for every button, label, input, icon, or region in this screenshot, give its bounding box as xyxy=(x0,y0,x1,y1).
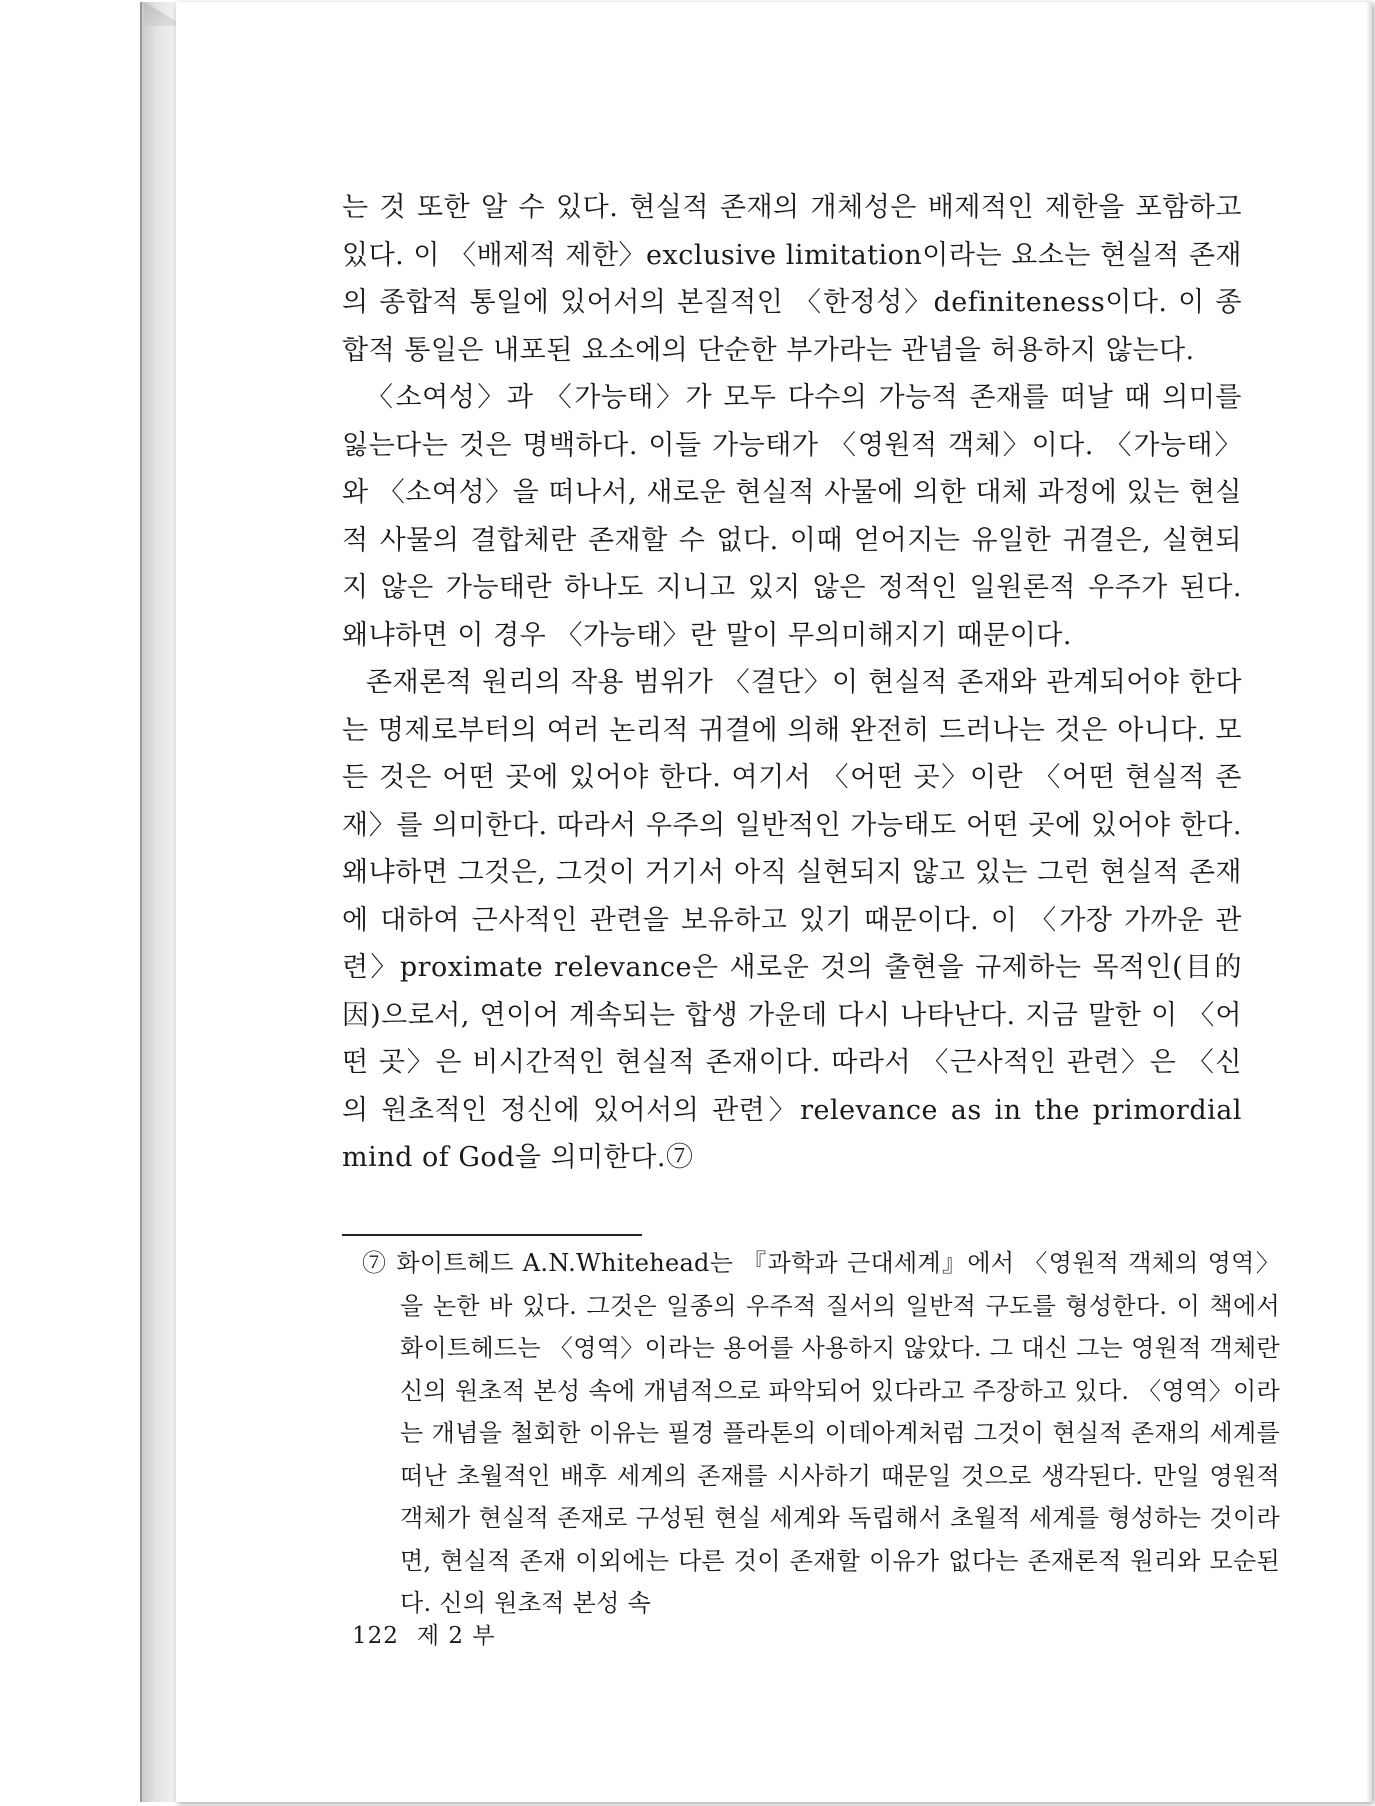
book-spine xyxy=(140,2,176,1802)
page-footer xyxy=(352,1617,514,1650)
page-edge xyxy=(1366,2,1372,1802)
part-label: 제 2 부 xyxy=(416,1623,496,1649)
footnote: ⑦ 화이트헤드 A.N.Whitehead는 『과학과 근대세계』에서 〈영원적 객체의 영역〉을 논한 바 있다. 그것은 일종의 우주적 질서의 일반적 구도를 형성한다. 이 책에서 화이트헤드는 〈영역〉이라는 용어를 사용하지 않았다. 그 대신 그는 영원적 객체란 신의 원초적 본성 속에 개념적으로 파악되어 있다라고 주장하고 있다. 〈영역〉이라는 개념을 철회한 이유는 필경 플라톤의 이데아계처럼 그것이 현실적 존재의 세계를 떠난 초월적인 배후 세계의 존재를 시사하기 때문일 것으로 생각된다. 만일 영원적 객체가 현실적 존재로 구성된 현실 세계와 독립해서 초월적 세계를 형성하는 것이라면, 현실적 존재 이외에는 다른 것이 존재할 이유가 없다는 존재론적 원리와 모순된다. 신의 원초적 본성 속 xyxy=(362,1249,1280,1617)
paragraph-2: 〈소여성〉과 〈가능태〉가 모두 다수의 가능적 존재를 떠날 때 의미를 잃는다는 것은 명백하다. 이들 가능태가 〈영원적 객체〉이다. 〈가능태〉와 〈소여성〉을 떠나서, 새로운 현실적 사물에 의한 대체 과정에 있는 현실적 사물의 결합체란 존재할 수 없다. 이때 얻어지는 유일한 귀결은, 실현되지 않은 가능태란 하나도 지니고 있지 않은 정적인 일원론적 우주가 된다. 왜냐하면 이 경우 〈가능태〉란 말이 무의미해지기 때문이다. xyxy=(342,382,1242,651)
main-text xyxy=(342,184,1242,1182)
paragraph-3: 존재론적 원리의 작용 범위가 〈결단〉이 현실적 존재와 관계되어야 한다는 명제로부터의 여러 논리적 귀결에 의해 완전히 드러나는 것은 아니다. 모든 것은 어떤 곳에 있어야 한다. 여기서 〈어떤 곳〉이란 〈어떤 현실적 존재〉를 의미한다. 따라서 우주의 일반적인 가능태도 어떤 곳에 있어야 한다. 왜냐하면 그것은, 그것이 거기서 아직 실현되지 않고 있는 그런 현실적 존재에 대하여 근사적인 관련을 보유하고 있기 때문이다. 이 〈가장 가까운 관련〉proximate relevance은 새로운 것의 출현을 규제하는 목적인(目的因)으로서, 연이어 계속되는 합생 가운데 다시 나타난다. 지금 말한 이 〈어떤 곳〉은 비시간적인 현실적 존재이다. 따라서 〈근사적인 관련〉은 〈신의 원초적인 정신에 있어서의 관련〉relevance as in the primordial mind of God을 의미한다.⑦ xyxy=(342,667,1242,1173)
paragraph-1: 는 것 또한 알 수 있다. 현실적 존재의 개체성은 배제적인 제한을 포함하고 있다. 이 〈배제적 제한〉exclusive limitation이라는 요소는 현실적 존재의 종합적 통일에 있어서의 본질적인 〈한정성〉definiteness이다. 이 종합적 통일은 내포된 요소에의 단순한 부가라는 관념을 허용하지 않는다. xyxy=(342,192,1242,366)
page-number: 122 xyxy=(352,1623,399,1649)
footnote-separator xyxy=(342,1234,642,1236)
